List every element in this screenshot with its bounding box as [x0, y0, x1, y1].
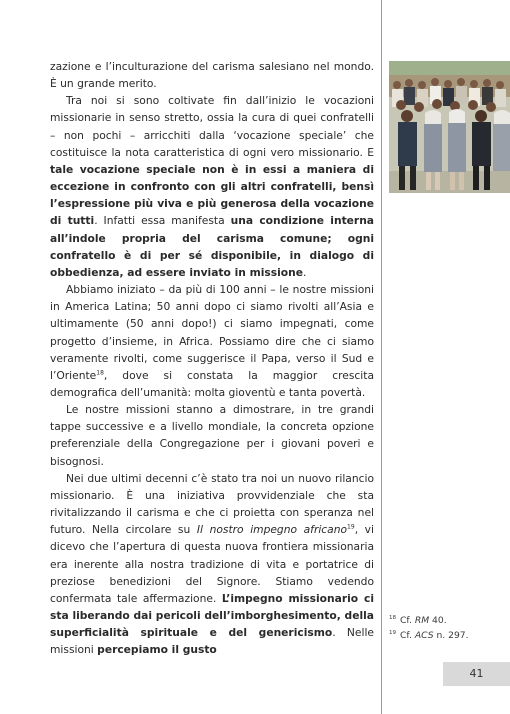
body-paragraph: [50, 58, 374, 92]
text-run: zazione e l’inculturazione del carisma salesiano nel mondo. È un grande merito.: [50, 60, 374, 91]
body-paragraph: [50, 470, 374, 659]
text-run: Nei due ultimi decenni c’è stato tra noi un nuovo rilancio missionario. È una iniziativa provvidenziale che sta rivitalizzando il carisma e che ci proietta con speranza nel futuro. Nella circolare su: [50, 471, 374, 537]
text-run: . Infatti essa manifesta: [94, 214, 231, 228]
bold-text: una condizione interna all’indole propria del carisma comune; ogni confratello è di per sé disponibile, in dialogo di obbedienza, ad essere inviato in missione: [50, 214, 375, 279]
footnote-source: ACS: [414, 630, 434, 641]
bold-text: tale vocazione speciale non è in essi a maniera di eccezione in confronto con gli altri confratelli, bensì l’espressione più viva e più generosa della vocazione di tutti: [50, 162, 374, 228]
text-run: Tra noi si sono coltivate fin dall’inizio le vocazioni missionarie in senso stretto, ossia la cura di quei confratelli – non pochi – arricchiti dalla ‘vocazione speciale’ che costituisce la nota caratteristica di ogni vero missionario. E: [50, 94, 374, 159]
footnote-ref: 18: [96, 369, 104, 377]
text-run: Le nostre missioni stanno a dimostrare, in tre grandi tappe successive e a livello mondiale, la concreta opzione preferenziale della Congregazione per i giovani poveri e bisognosi.: [50, 403, 374, 468]
footnote-text: 40.: [429, 615, 447, 626]
main-text-column: [50, 58, 374, 658]
column-divider: [381, 0, 382, 714]
footnote-text: Cf.: [400, 630, 415, 641]
text-run: .: [302, 265, 307, 279]
bold-text: L’impegno missionario ci sta liberando dai pericoli dell’imborghesimento, della superficialità spirituale e del genericismo: [50, 591, 374, 640]
footnote-ref: 19: [347, 523, 355, 531]
footnote: [389, 628, 507, 643]
bold-text: percepiamo il gusto: [97, 643, 217, 657]
group-photo: [389, 61, 510, 193]
text-run: , vi dicevo che l’apertura di questa nuova frontiera missionaria era inerente alla nostra tradizione di vita e portatrice di preziose benedizioni del Signore. Stiamo vedendo confermata tale affermazione.: [50, 523, 374, 605]
body-paragraph: [50, 281, 374, 401]
footnote-source: RM: [414, 615, 430, 626]
text-run: Abbiamo iniziato – da più di 100 anni – le nostre missioni in America Latina; 50 anni dopo ci siamo rivolti all’Asia e ultimamente (50 anni dopo!) ci siamo impegnati, come progetto d’insieme, in Africa. Possiamo dire che ci siamo veramente rivolti, come suggerisce il Papa, verso il Sud e l’Oriente: [50, 283, 374, 382]
footnote-number: 18: [389, 614, 396, 621]
page-number: 41: [443, 662, 510, 686]
footnote-text: n. 297.: [433, 630, 469, 641]
italic-text: Il nostro impegno africano: [196, 523, 348, 537]
footnotes: [389, 613, 507, 643]
text-run: . Nelle missioni: [50, 626, 375, 657]
text-run: , dove si constata la maggior crescita demografica dell’umanità: molta gioventù e tanta povertà.: [50, 368, 374, 399]
body-paragraph: [50, 401, 374, 470]
footnote-text: Cf.: [400, 615, 415, 626]
footnote-number: 19: [389, 629, 396, 636]
body-paragraph: [50, 92, 374, 281]
footnote: [389, 613, 507, 628]
